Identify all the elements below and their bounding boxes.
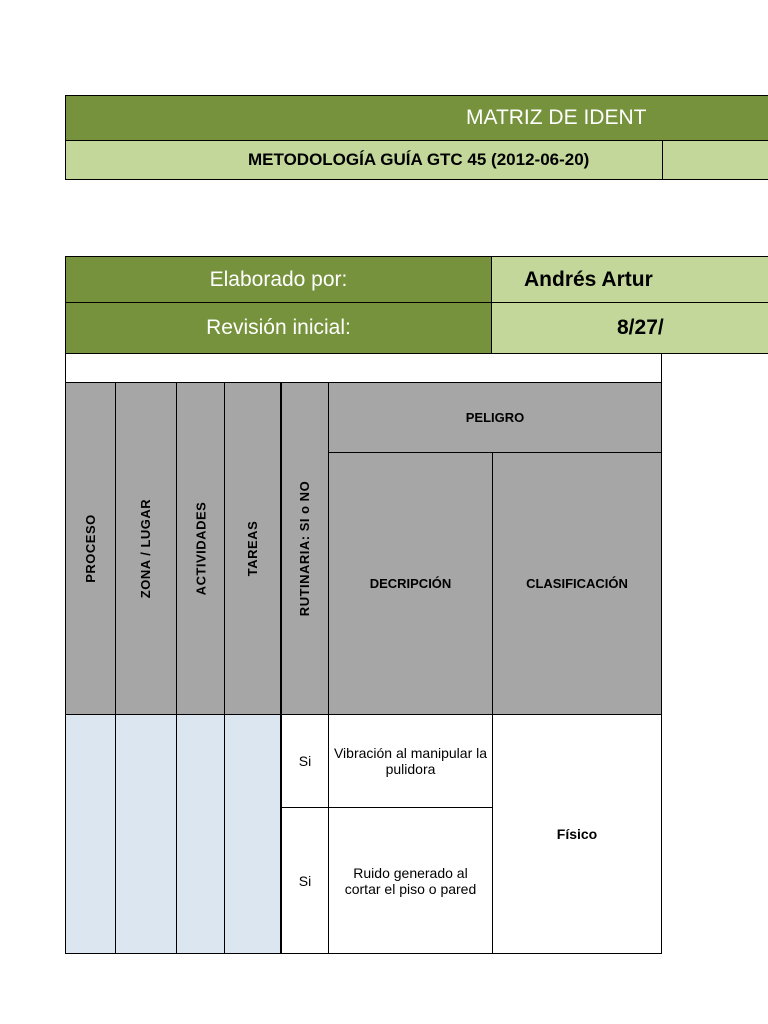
row-1-rutinaria-text: Si <box>298 753 312 769</box>
elaborado-value-text: Andrés Artur <box>524 268 653 291</box>
elaborado-label <box>65 256 492 303</box>
revision-value <box>492 302 768 354</box>
zona-cell <box>115 714 177 954</box>
col-header-zona-text: ZONA / LUGAR <box>138 498 154 599</box>
col-header-descripcion-text: DECRIPCIÓN <box>369 576 452 591</box>
methodology-subtitle <box>65 141 768 180</box>
col-header-rutinaria <box>281 382 329 715</box>
revision-label <box>65 302 492 354</box>
col-header-clasificacion <box>492 452 662 715</box>
clasificacion-cell <box>492 714 662 954</box>
row-1-descripcion <box>328 714 493 808</box>
col-header-descripcion <box>328 452 493 715</box>
col-header-tareas-text: TAREAS <box>245 520 261 577</box>
row-2-rutinaria-text: Si <box>298 872 312 889</box>
col-header-rutinaria-text: RUTINARIA: SI o NO <box>297 480 313 617</box>
spacer-row <box>65 353 662 383</box>
matrix-title-text: MATRIZ DE IDENT <box>466 106 647 129</box>
col-header-proceso-text: PROCESO <box>83 514 99 583</box>
proceso-cell <box>65 714 116 954</box>
row-1-rutinaria <box>281 714 329 808</box>
col-header-zona <box>115 382 177 715</box>
tareas-cell <box>224 714 281 954</box>
elaborado-value <box>492 256 768 303</box>
col-header-peligro-text: PELIGRO <box>465 410 525 425</box>
col-header-actividades-text: ACTIVIDADES <box>193 501 208 596</box>
clasificacion-cell-text: Físico <box>556 826 598 842</box>
col-header-actividades <box>176 382 225 715</box>
actividades-cell <box>176 714 225 954</box>
row-2-descripcion-text: Ruido generado al cortar el piso o pared <box>344 864 477 897</box>
col-header-proceso <box>65 382 116 715</box>
matrix-title <box>65 95 768 141</box>
col-header-tareas <box>224 382 281 715</box>
row-2-rutinaria <box>281 807 329 954</box>
elaborado-label-text: Elaborado por: <box>209 268 348 291</box>
row-2-descripcion <box>328 807 493 954</box>
methodology-subtitle-text: METODOLOGÍA GUÍA GTC 45 (2012-06-20) <box>248 150 590 169</box>
revision-label-text: Revisión inicial: <box>206 316 351 339</box>
subtitle-divider <box>662 141 663 179</box>
revision-value-text: 8/27/ <box>617 316 664 339</box>
col-header-peligro <box>328 382 662 453</box>
row-1-descripcion-text: Vibración al manipular la pulidora <box>333 745 488 777</box>
col-header-clasificacion-text: CLASIFICACIÓN <box>526 576 628 591</box>
